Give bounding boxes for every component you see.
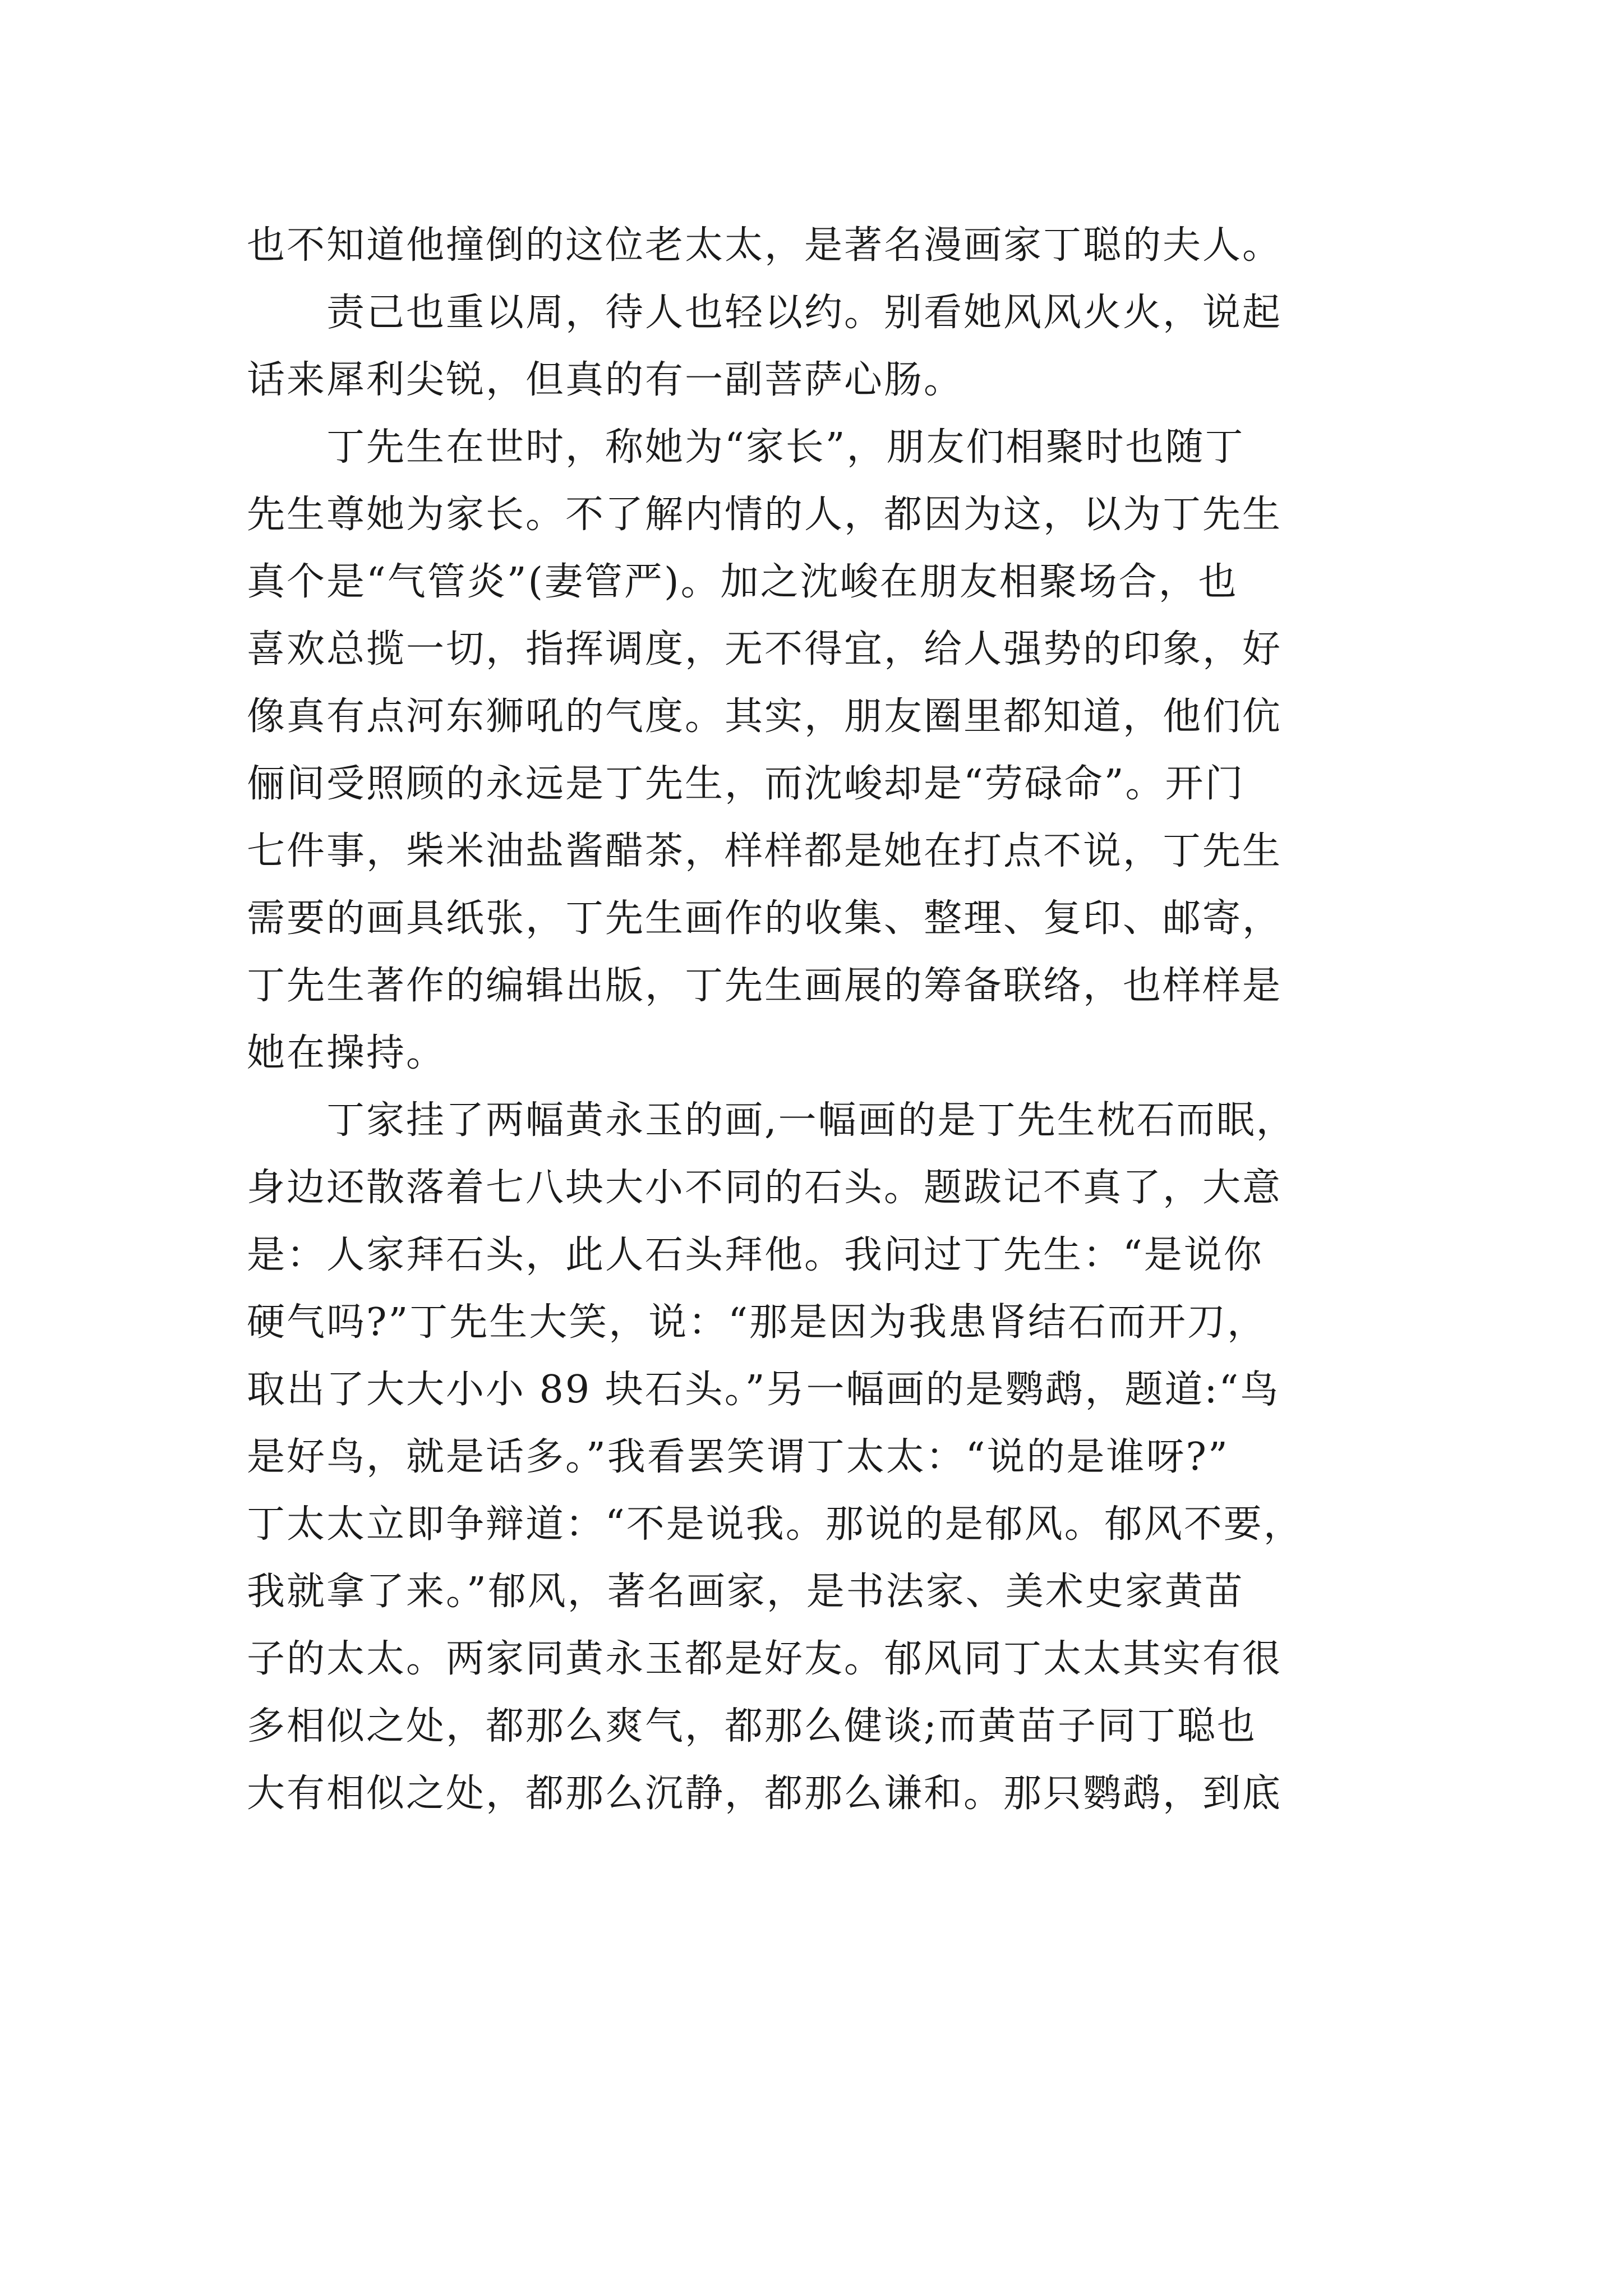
text-line: 七件事，柴米油盐酱醋茶，样样都是她在打点不说，丁先生 <box>247 829 1283 873</box>
text-line: 真个是“气管炎”(妻管严)。加之沈峻在朋友相聚场合，也 <box>247 560 1238 604</box>
text-line: 我就拿了来。”郁风，著名画家，是书法家、美术史家黄苗 <box>247 1570 1244 1614</box>
text-line: 喜欢总揽一切，指挥调度，无不得宜，给人强势的印象，好 <box>247 627 1283 671</box>
text-line: 大有相似之处，都那么沉静，都那么谦和。那只鹦鹉，到底 <box>247 1772 1283 1816</box>
text-line: 也不知道他撞倒的这位老太太，是著名漫画家丁聪的夫人。 <box>247 223 1283 268</box>
text-line: 丁太太立即争辩道：“不是说我。那说的是郁风。郁风不要， <box>247 1502 1303 1547</box>
text-line: 像真有点河东狮吼的气度。其实，朋友圈里都知道，他们伉 <box>247 694 1283 739</box>
text-line: 是：人家拜石头，此人石头拜他。我问过丁先生：“是说你 <box>247 1233 1264 1277</box>
text-line: 是好鸟，就是话多。”我看罢笑谓丁太太：“说的是谁呀?” <box>247 1435 1229 1479</box>
text-line: 硬气吗?”丁先生大笑，说：“那是因为我患肾结石而开刀， <box>247 1300 1267 1345</box>
text-line: 多相似之处，都那么爽气，都那么健谈;而黄苗子同丁聪也 <box>247 1704 1257 1749</box>
text-line: 丁先生著作的编辑出版，丁先生画展的筹备联络，也样样是 <box>247 964 1283 1008</box>
text-line: 需要的画具纸张，丁先生画作的收集、整理、复印、邮寄， <box>247 896 1283 941</box>
text-line: 丁家挂了两幅黄永玉的画,一幅画的是丁先生枕石而眠， <box>247 1098 1296 1143</box>
text-line: 取出了大大小小 89 块石头。”另一幅画的是鹦鹉，题道:“鸟 <box>247 1368 1280 1412</box>
text-line: 话来犀利尖锐，但真的有一副菩萨心肠。 <box>247 358 964 402</box>
text-line: 责己也重以周，待人也轻以约。别看她风风火火，说起 <box>247 291 1283 335</box>
text-line: 身边还散落着七八块大小不同的石头。题跋记不真了，大意 <box>247 1166 1283 1210</box>
text-line: 先生尊她为家长。不了解内情的人，都因为这，以为丁先生 <box>247 493 1283 537</box>
text-line: 俪间受照顾的永远是丁先生，而沈峻却是“劳碌命”。开门 <box>247 762 1245 806</box>
text-line: 丁先生在世时，称她为“家长”，朋友们相聚时也随丁 <box>247 425 1245 470</box>
text-line: 子的太太。两家同黄永玉都是好友。郁风同丁太太其实有很 <box>247 1637 1283 1681</box>
text-line: 她在操持。 <box>247 1031 446 1075</box>
body-text <box>247 212 1396 1828</box>
